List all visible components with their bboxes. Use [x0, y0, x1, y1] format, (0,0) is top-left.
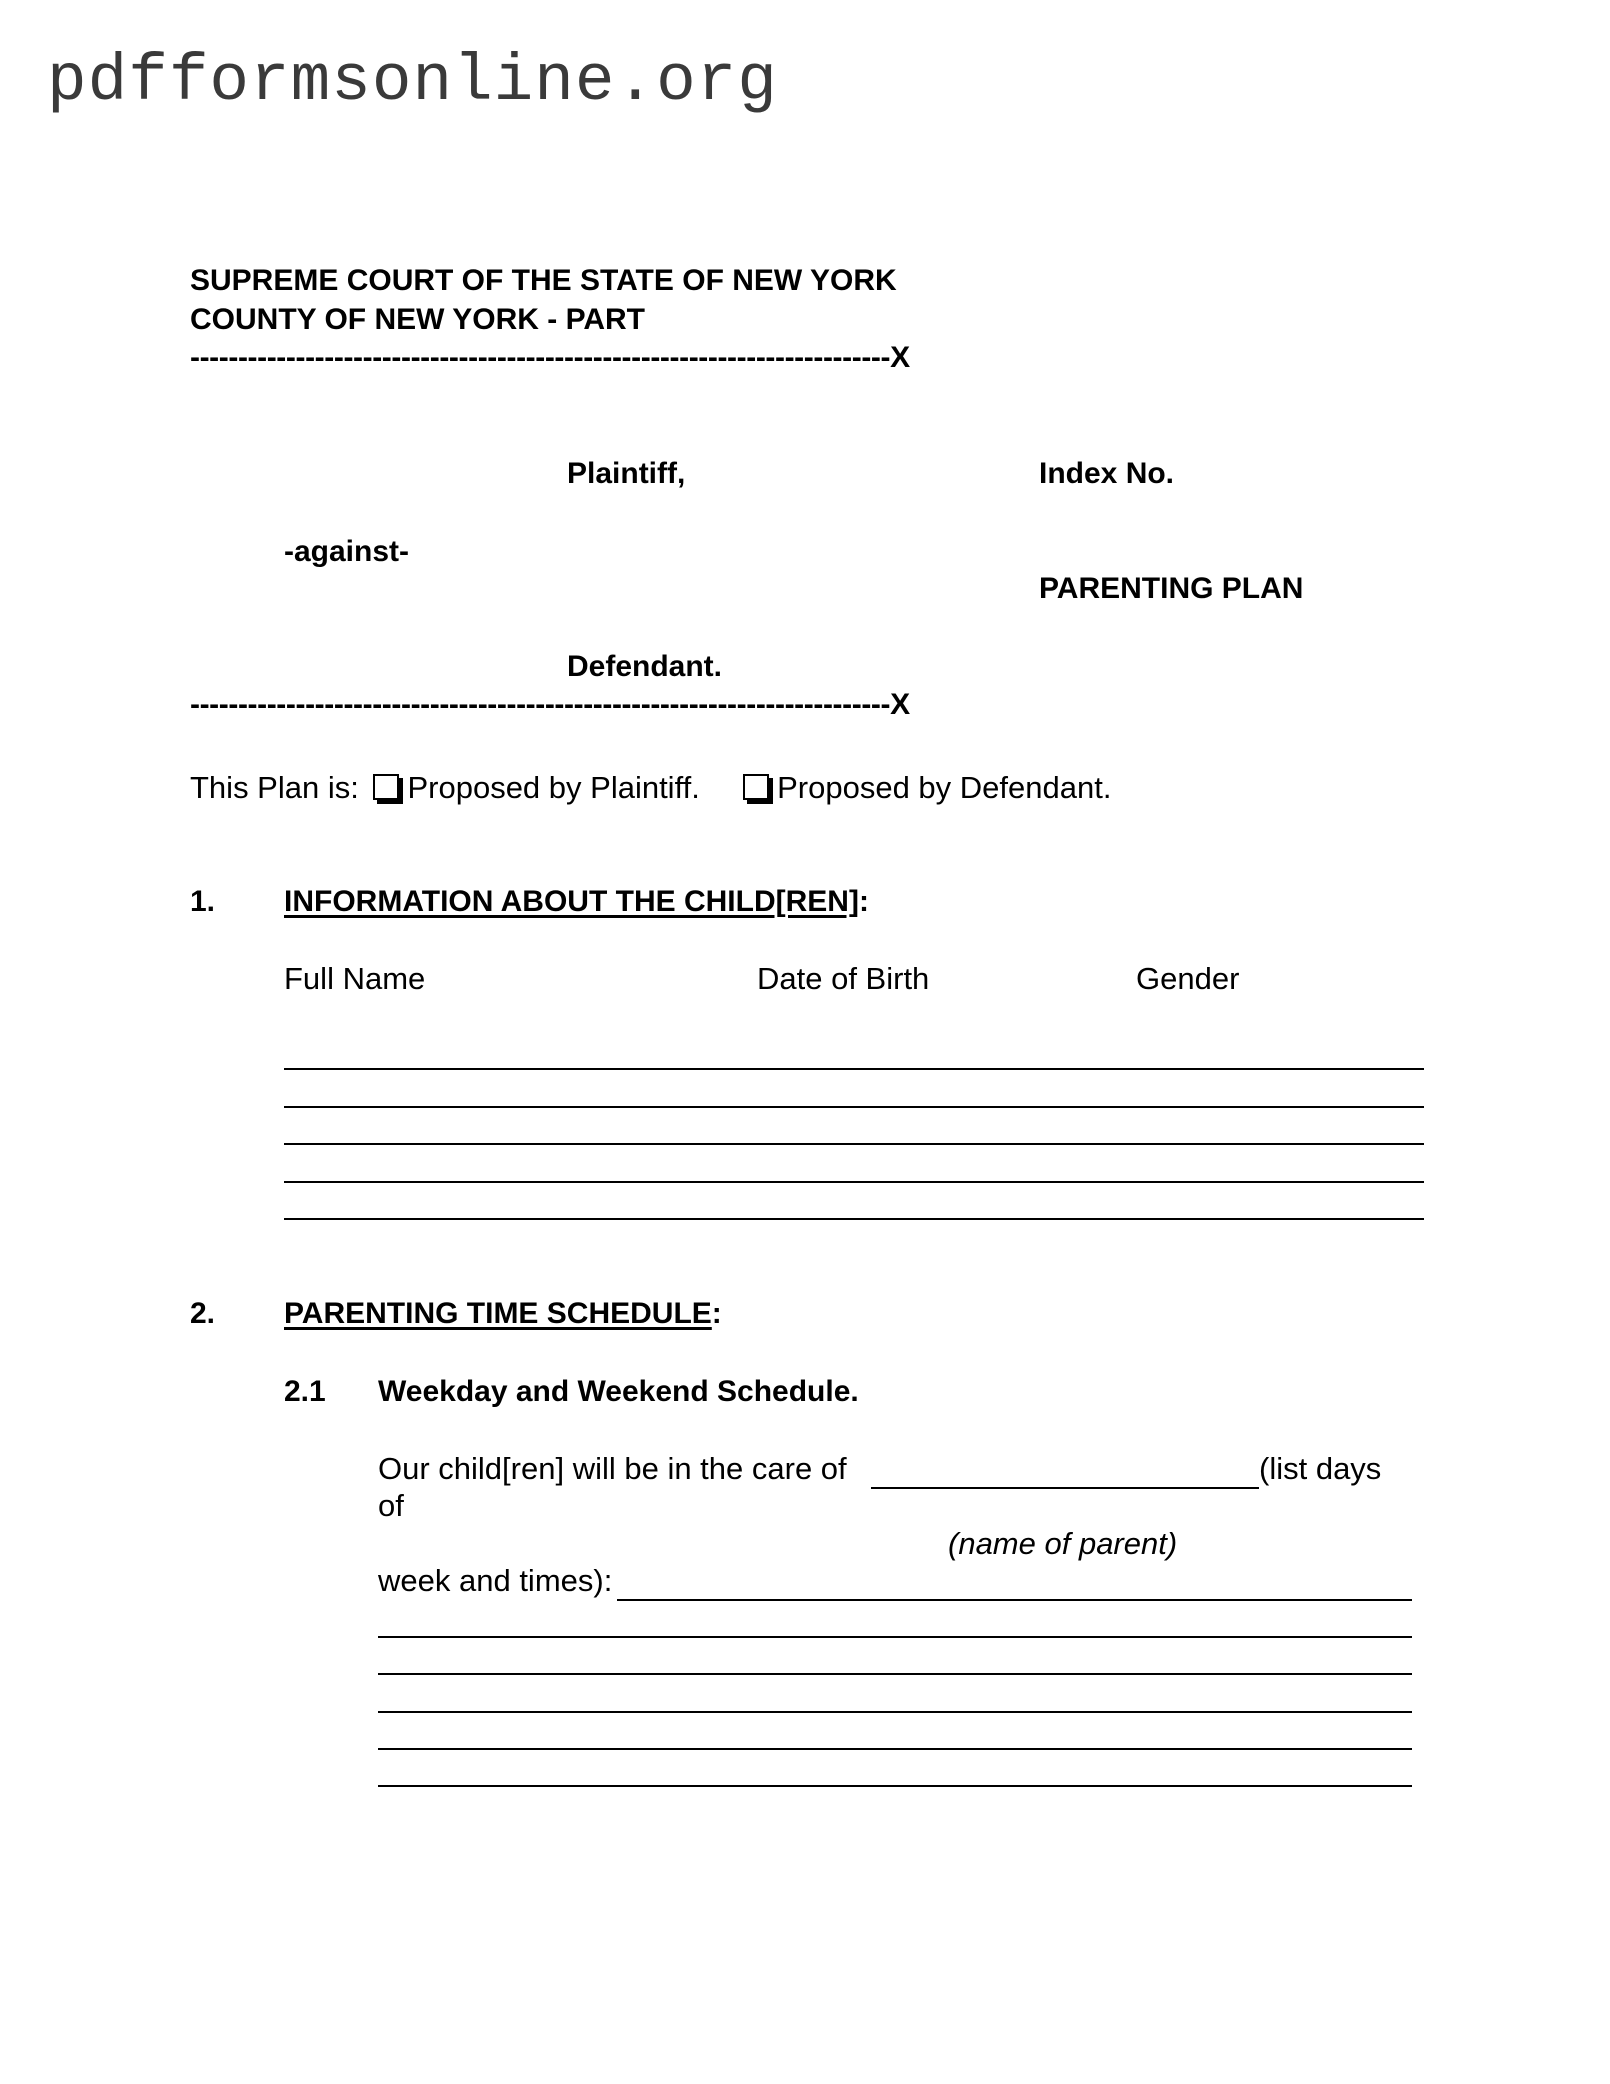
col-gender: Gender: [1136, 961, 1240, 996]
section1-number: 1.: [190, 885, 216, 918]
defendant-label: Defendant.: [567, 650, 723, 683]
court-name-line1: SUPREME COURT OF THE STATE OF NEW YORK: [190, 264, 897, 297]
proposed-by-plaintiff-checkbox[interactable]: [373, 774, 399, 800]
section2-colon: :: [711, 1297, 722, 1330]
child-entry-line[interactable]: [284, 1068, 1424, 1070]
section2-number: 2.: [190, 1297, 216, 1330]
parent-name-line[interactable]: [871, 1487, 1259, 1489]
court-name-line2: COUNTY OF NEW YORK - PART: [190, 303, 646, 336]
child-entry-line[interactable]: [284, 1181, 1424, 1183]
subsection-2-1-number: 2.1: [284, 1375, 326, 1408]
section1-colon: :: [858, 885, 869, 918]
proposed-by-plaintiff-label: Proposed by Plaintiff.: [407, 770, 700, 805]
caption-separator-bottom: -------------------------------------------------------------------------X: [190, 688, 910, 721]
section2-heading: [284, 1297, 722, 1331]
care-of-text: Our child[ren] will be in the care of: [378, 1451, 847, 1486]
child-entry-line[interactable]: [284, 1106, 1424, 1108]
against-label: -against-: [284, 535, 410, 568]
schedule-line[interactable]: [378, 1711, 1412, 1713]
schedule-line[interactable]: [378, 1673, 1412, 1675]
proposed-by-defendant-option[interactable]: [737, 770, 1111, 805]
col-date-of-birth: Date of Birth: [757, 961, 930, 996]
document-title: PARENTING PLAN: [1039, 572, 1304, 605]
proposed-by-defendant-checkbox[interactable]: [743, 774, 769, 800]
section1-heading: [284, 885, 869, 919]
proposed-by-plaintiff-option[interactable]: [367, 770, 708, 805]
child-entry-line[interactable]: [284, 1143, 1424, 1145]
section1-title: INFORMATION ABOUT THE CHILD[REN]: [284, 885, 859, 918]
caption-separator-top: -------------------------------------------------------------------------X: [190, 341, 910, 374]
index-no-label: Index No.: [1039, 457, 1175, 490]
proposed-by-defendant-label: Proposed by Defendant.: [777, 770, 1112, 805]
child-entry-line[interactable]: [284, 1218, 1424, 1220]
col-full-name: Full Name: [284, 961, 426, 996]
subsection-2-1-title: Weekday and Weekend Schedule.: [378, 1375, 859, 1408]
plan-proposed-row: [190, 770, 1111, 806]
schedule-line[interactable]: [378, 1748, 1412, 1750]
week-and-times-label: week and times):: [378, 1563, 613, 1598]
plan-is-label: This Plan is:: [190, 770, 359, 805]
list-days-text: (list days: [1259, 1451, 1382, 1486]
plaintiff-label: Plaintiff,: [567, 457, 686, 490]
of-text: of: [378, 1488, 404, 1523]
watermark: pdfformsonline.org: [47, 44, 778, 119]
section2-title: PARENTING TIME SCHEDULE: [284, 1297, 712, 1330]
name-of-parent-caption: (name of parent): [948, 1526, 1178, 1561]
schedule-line[interactable]: [617, 1599, 1412, 1601]
schedule-line[interactable]: [378, 1636, 1412, 1638]
schedule-line[interactable]: [378, 1785, 1412, 1787]
